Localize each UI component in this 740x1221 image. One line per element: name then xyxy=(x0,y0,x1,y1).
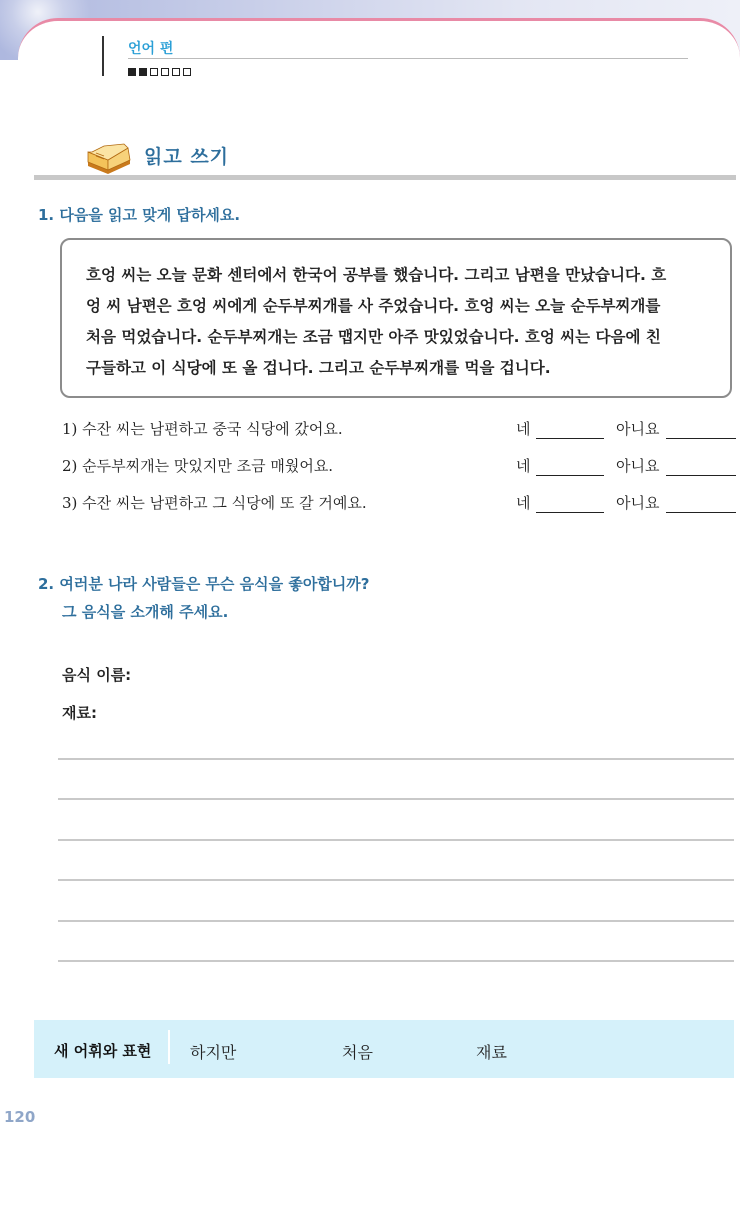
question-2-prompt xyxy=(38,570,369,626)
vocabulary-label: 새 어휘와 표현 xyxy=(54,1042,152,1060)
progress-square xyxy=(139,68,147,76)
food-name-label: 음식 이름: xyxy=(62,666,132,684)
no-label: 아니요 xyxy=(616,494,660,512)
writing-line[interactable] xyxy=(58,879,734,881)
header-divider xyxy=(102,36,104,76)
writing-line[interactable] xyxy=(58,920,734,922)
passage-line: 흐엉 씨는 오늘 문화 센터에서 한국어 공부를 했습니다. 그리고 남편을 만났습니다. 흐 xyxy=(86,266,667,284)
statement-row-1 xyxy=(62,418,736,442)
progress-square xyxy=(150,68,158,76)
unit-progress xyxy=(128,68,191,76)
new-vocabulary-box xyxy=(34,1020,734,1078)
no-answer-blank[interactable] xyxy=(666,438,736,439)
statement-text: 2) 순두부찌개는 맛있지만 조금 매웠어요. xyxy=(62,457,334,475)
yes-label: 네 xyxy=(516,420,531,438)
reading-passage xyxy=(60,238,732,398)
progress-square xyxy=(183,68,191,76)
statement-text: 3) 수잔 씨는 남편하고 그 식당에 또 갈 거예요. xyxy=(62,494,367,512)
reading-writing-title: 읽고 쓰기 xyxy=(144,146,230,168)
no-label: 아니요 xyxy=(616,457,660,475)
progress-square xyxy=(161,68,169,76)
yes-label: 네 xyxy=(516,494,531,512)
yes-answer-blank[interactable] xyxy=(536,438,604,439)
yes-answer-blank[interactable] xyxy=(536,512,604,513)
statement-text: 1) 수잔 씨는 남편하고 중국 식당에 갔어요. xyxy=(62,420,343,438)
vocabulary-separator xyxy=(168,1030,170,1064)
question-2-line-1: 2. 여러분 나라 사람들은 무슨 음식을 좋아합니까? xyxy=(38,575,370,593)
page-number: 120 xyxy=(4,1108,36,1126)
yes-answer-blank[interactable] xyxy=(536,475,604,476)
no-label: 아니요 xyxy=(616,420,660,438)
header-rule xyxy=(128,58,688,59)
question-1-prompt: 1. 다음을 읽고 맞게 답하세요. xyxy=(38,206,241,224)
progress-square xyxy=(172,68,180,76)
ingredients-label: 재료: xyxy=(62,704,97,722)
writing-line[interactable] xyxy=(58,839,734,841)
writing-line[interactable] xyxy=(58,758,734,760)
progress-square xyxy=(128,68,136,76)
question-2-line-2: 그 음식을 소개해 주세요. xyxy=(62,603,229,621)
no-answer-blank[interactable] xyxy=(666,475,736,476)
passage-line: 처음 먹었습니다. 순두부찌개는 조금 맵지만 아주 맛있었습니다. 흐엉 씨는 다음에 친 xyxy=(86,328,661,346)
statement-row-2 xyxy=(62,455,736,479)
passage-line: 구들하고 이 식당에 또 올 겁니다. 그리고 순두부찌개를 먹을 겁니다. xyxy=(86,359,551,377)
writing-line[interactable] xyxy=(58,798,734,800)
section-title: 언어 편 xyxy=(128,41,174,57)
vocabulary-word: 재료 xyxy=(476,1043,507,1062)
vocabulary-word: 하지만 xyxy=(190,1043,237,1062)
book-icon xyxy=(84,140,134,174)
passage-line: 엉 씨 남편은 흐엉 씨에게 순두부찌개를 사 주었습니다. 흐엉 씨는 오늘 순두부찌개를 xyxy=(86,297,661,315)
vocabulary-word: 처음 xyxy=(342,1043,373,1062)
title-rule xyxy=(34,175,736,180)
writing-line[interactable] xyxy=(58,960,734,962)
yes-label: 네 xyxy=(516,457,531,475)
statement-row-3 xyxy=(62,492,736,516)
no-answer-blank[interactable] xyxy=(666,512,736,513)
